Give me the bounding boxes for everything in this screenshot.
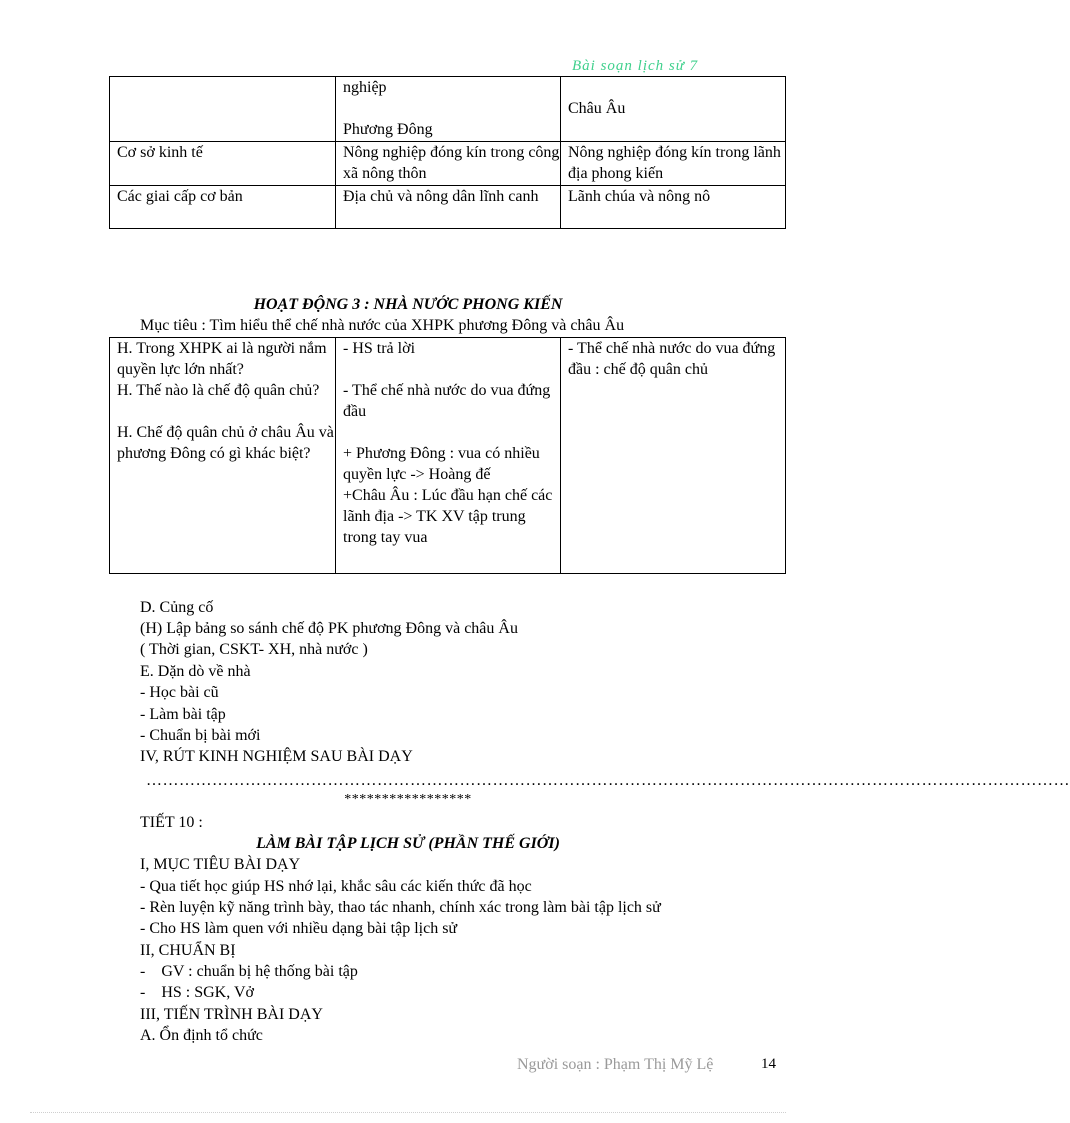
body-line: (H) Lập bảng so sánh chế độ PK phương Đông và châu Âu (140, 620, 518, 637)
lesson-line: A. Ổn định tổ chức (140, 1027, 263, 1044)
answer-3: + Phương Đông : vua có nhiều quyền lực -> Hoàng đế (343, 445, 540, 483)
question-1: H. Trong XHPK ai là người nắm quyền lực lớn nhất? (117, 340, 327, 378)
header-watermark: Bài soạn lịch sử 7 (572, 58, 699, 74)
lesson-line: - HS : SGK, Vở (140, 984, 254, 1001)
table-cell (110, 77, 336, 142)
lesson-line: II, CHUẨN BỊ (140, 942, 236, 959)
lesson-line: III, TIẾN TRÌNH BÀI DẠY (140, 1006, 323, 1023)
lesson-line: - Rèn luyện kỹ năng trình bày, thao tác nhanh, chính xác trong làm bài tập lịch sử (140, 899, 661, 916)
lesson-line: - Qua tiết học giúp HS nhớ lại, khắc sâu các kiến thức đã học (140, 878, 532, 895)
qa-table (109, 337, 786, 574)
footer-author: Người soạn : Phạm Thị Mỹ Lệ (517, 1056, 714, 1073)
body-line: IV, RÚT KINH NGHIỆM SAU BÀI DẠY (140, 748, 413, 765)
activity-objective: Mục tiêu : Tìm hiểu thể chế nhà nước của XHPK phương Đông và châu Âu (140, 317, 625, 334)
table-cell: Lãnh chúa và nông nô (561, 186, 786, 229)
answer-4: +Châu Âu : Lúc đầu hạn chế các lãnh địa -> TK XV tập trung trong tay vua (343, 487, 553, 546)
lesson-line: - GV : chuẩn bị hệ thống bài tập (140, 963, 358, 980)
star-separator: ***************** (344, 792, 472, 807)
question-3: H. Chế độ quân chủ ở châu Âu và phương Đông có gì khác biệt? (117, 424, 334, 462)
lesson-label: TIẾT 10 : (140, 814, 203, 831)
table-cell: Cơ sở kinh tế (110, 142, 336, 186)
body-line: E. Dặn dò về nhà (140, 663, 251, 680)
questions-cell (110, 338, 336, 574)
page-bottom-border (30, 1112, 786, 1113)
table-cell: Nông nghiệp đóng kín trong công xã nông thôn (336, 142, 561, 186)
body-line: D. Củng cố (140, 599, 214, 616)
lesson-title: LÀM BÀI TẬP LỊCH SỬ (PHẦN THẾ GIỚI) (256, 835, 560, 852)
question-2: H. Thế nào là chế độ quân chủ? (117, 382, 320, 399)
lesson-line: - Cho HS làm quen với nhiều dạng bài tập lịch sử (140, 920, 458, 937)
table-cell-text: Châu Âu (568, 100, 626, 117)
table-cell: Địa chủ và nông dân lĩnh canh (336, 186, 561, 229)
table-row (110, 142, 786, 186)
table-cell: Các giai cấp cơ bản (110, 186, 336, 229)
table-cell: Nông nghiệp đóng kín trong lãnh địa phong kiến (561, 142, 786, 186)
table-row (110, 186, 786, 229)
comparison-table (109, 76, 786, 229)
cell-text-1: nghiệp (343, 79, 387, 96)
table-row (110, 77, 786, 142)
page-number: 14 (761, 1056, 776, 1072)
body-line: - Làm bài tập (140, 706, 226, 723)
answers-cell (336, 338, 561, 574)
answer-1: - HS trả lời (343, 340, 416, 357)
lesson-line: I, MỤC TIÊU BÀI DẠY (140, 856, 301, 873)
answer-2: - Thể chế nhà nước do vua đứng đầu (343, 382, 551, 420)
table-cell (336, 77, 561, 142)
body-line: - Học bài cũ (140, 684, 219, 701)
activity-heading: HOẠT ĐỘNG 3 : NHÀ NƯỚC PHONG KIẾN (253, 296, 563, 313)
cell-text-2: Phương Đông (343, 121, 433, 138)
conclusion-1: - Thể chế nhà nước do vua đứng đầu : chế độ quân chủ (568, 340, 776, 378)
dotted-separator: …………………………………………………………………………………………………………………………………………………… (146, 772, 1070, 789)
table-cell (561, 77, 786, 142)
body-line: - Chuẩn bị bài mới (140, 727, 261, 744)
table-row (110, 338, 786, 574)
body-line: ( Thời gian, CSKT- XH, nhà nước ) (140, 641, 368, 658)
conclusion-cell (561, 338, 786, 574)
